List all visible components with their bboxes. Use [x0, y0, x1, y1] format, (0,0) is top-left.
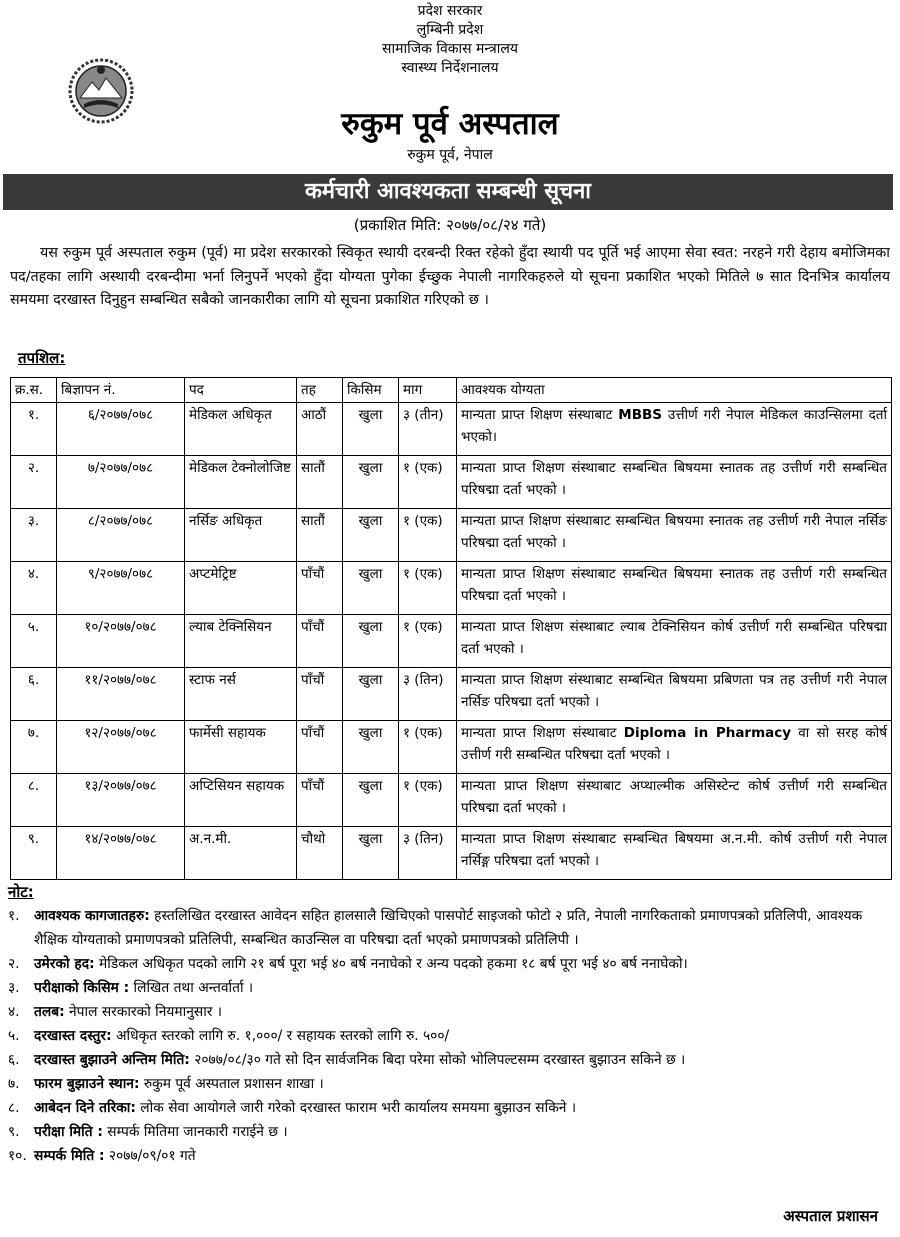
cell-sn: १.: [11, 403, 57, 456]
header-line: प्रदेश सरकार: [417, 3, 483, 19]
note-item: [8, 1072, 890, 1096]
note-number: १.: [8, 908, 20, 924]
col-header-qualification: आवश्यक योग्यता: [457, 378, 892, 403]
note-item: [8, 1096, 890, 1120]
col-header-post: पद: [185, 378, 297, 403]
cell-qualification: [457, 403, 892, 456]
cell-post: अ.न.मी.: [185, 827, 297, 880]
qualification-pre: मान्यता प्राप्त शिक्षण संस्थाबाट सम्बन्धित बिषयमा प्रबिणता पत्र तह उत्तीर्ण गरी नेपाल नर्सिङ परिषद्मा दर्ता भएको ।: [461, 672, 887, 710]
table-row: [11, 403, 892, 456]
cell-post: नर्सिङ अधिकृत: [185, 509, 297, 562]
table-row: [11, 774, 892, 827]
col-header-sn: क्र.स.: [11, 378, 57, 403]
cell-qualification: [457, 562, 892, 615]
cell-level: सातौं: [297, 509, 343, 562]
cell-sn: ५.: [11, 615, 57, 668]
cell-sn: ९.: [11, 827, 57, 880]
cell-qualification: [457, 456, 892, 509]
cell-qualification: [457, 509, 892, 562]
note-label: फारम बुझाउने स्थान:: [34, 1076, 140, 1092]
note-item: [8, 1120, 890, 1144]
table-row: [11, 509, 892, 562]
note-label: दरखास्त बुझाउने अन्तिम मिति:: [34, 1052, 190, 1068]
notice-title-banner: कर्मचारी आवश्यकता सम्बन्धी सूचना: [3, 174, 893, 210]
note-text: २०७७/०८/३० गते सो दिन सार्वजनिक बिदा परेमा सोको भोलिपल्टसम्म दरखास्त बुझाउन सकिने छ ।: [189, 1052, 686, 1068]
cell-sn: ३.: [11, 509, 57, 562]
cell-sn: ८.: [11, 774, 57, 827]
cell-demand: ३ (तिन): [399, 668, 457, 721]
note-item: [8, 1024, 890, 1048]
header-line: सामाजिक विकास मन्त्रालय: [382, 41, 518, 57]
cell-sn: ७.: [11, 721, 57, 774]
cell-post: अप्टमेट्रिष्ट: [185, 562, 297, 615]
qualification-bold: Diploma in Pharmacy: [623, 725, 792, 741]
note-number: ७.: [8, 1076, 20, 1092]
cell-level: पाँचौं: [297, 615, 343, 668]
table-row: [11, 562, 892, 615]
cell-ad-no: १३/२०७७/०७८: [57, 774, 185, 827]
note-text: रुकुम पूर्व अस्पताल प्रशासन शाखा ।: [139, 1076, 324, 1092]
qualification-pre: मान्यता प्राप्त शिक्षण संस्थाबाट सम्बन्धित बिषयमा स्नातक तह उत्तीर्ण गरी नेपाल नर्सिङ परिषद्मा दर्ता भएको ।: [461, 513, 887, 551]
col-header-type: किसिम: [343, 378, 399, 403]
qualification-post: वा सो सरह कोर्ष उत्तीर्ण गरी सम्बन्धित परिषद्मा दर्ता भएको ।: [461, 725, 887, 763]
cell-type: खुला: [343, 456, 399, 509]
header-line: लुम्बिनी प्रदेश: [416, 22, 484, 38]
cell-qualification: [457, 827, 892, 880]
cell-post: अप्टिसियन सहायक: [185, 774, 297, 827]
note-label: सम्पर्क मिति :: [34, 1148, 105, 1164]
qualification-pre: मान्यता प्राप्त शिक्षण संस्थाबाट सम्बन्धित बिषयमा स्नातक तह उत्तीर्ण गरी सम्बन्धित परिषद्मा दर्ता भएको ।: [461, 460, 887, 498]
cell-sn: २.: [11, 456, 57, 509]
hospital-name: [0, 105, 900, 143]
government-header: [0, 2, 900, 78]
note-item: [8, 904, 890, 952]
cell-demand: १ (एक): [399, 562, 457, 615]
table-row: [11, 668, 892, 721]
note-text: लोक सेवा आयोगले जारी गरेको दरखास्त फाराम भरी कार्यालय समयमा बुझाउन सकिने ।: [135, 1100, 577, 1116]
cell-demand: ३ (तिन): [399, 827, 457, 880]
note-item: [8, 1048, 890, 1072]
cell-level: आठौं: [297, 403, 343, 456]
note-text: हस्तलिखित दरखास्त आवेदन सहित हालसालै खिचिएको पासपोर्ट साइजको फोटो २ प्रति, नेपाली नागरिकताको प्रमाणपत्रको प्रतिलिपी, आवश्यक शैक्षिक योग्यताको प्रमाणपत्रको प्रतिलिपी, सम्बन्धित काउन्सिल वा परिषद्मा दर्ता भएको प्रमाणपत्रको प्रतिलिपी ।: [34, 908, 863, 948]
note-text: लिखित तथा अन्तर्वार्ता ।: [129, 980, 254, 996]
note-item: [8, 976, 890, 1000]
cell-level: पाँचौं: [297, 562, 343, 615]
table-row: [11, 721, 892, 774]
note-number: ६.: [8, 1052, 20, 1068]
cell-ad-no: ९/२०७७/०७८: [57, 562, 185, 615]
note-text: मेडिकल अधिकृत पदको लागि २१ बर्ष पूरा भई ४० बर्ष ननाघेको र अन्य पदको हकमा १८ बर्ष पूरा भई ४० बर्ष ननाघेको।: [94, 956, 688, 972]
table-header-row: [11, 378, 892, 403]
qualification-bold: MBBS: [618, 407, 663, 423]
cell-ad-no: ६/२०७७/०७८: [57, 403, 185, 456]
table-row: [11, 827, 892, 880]
qualification-pre: मान्यता प्राप्त शिक्षण संस्थाबाट सम्बन्धित बिषयमा अ.न.मी. कोर्ष उत्तीर्ण गरी नेपाल नर्सिङ्ग परिषद्मा दर्ता भएको ।: [461, 831, 887, 869]
cell-ad-no: १२/२०७७/०७८: [57, 721, 185, 774]
cell-post: फार्मेसी सहायक: [185, 721, 297, 774]
cell-type: खुला: [343, 562, 399, 615]
note-label: परीक्षाको किसिम :: [34, 980, 130, 996]
vacancy-table: [10, 377, 892, 880]
col-header-demand: माग: [399, 378, 457, 403]
cell-ad-no: १०/२०७७/०७८: [57, 615, 185, 668]
cell-sn: ४.: [11, 562, 57, 615]
cell-ad-no: ११/२०७७/०७८: [57, 668, 185, 721]
cell-level: चौथो: [297, 827, 343, 880]
cell-qualification: [457, 721, 892, 774]
note-label: दरखास्त दस्तुर:: [34, 1028, 112, 1044]
cell-demand: १ (एक): [399, 774, 457, 827]
cell-ad-no: ८/२०७७/०७८: [57, 509, 185, 562]
cell-post: मेडिकल अधिकृत: [185, 403, 297, 456]
cell-ad-no: १४/२०७७/०७८: [57, 827, 185, 880]
qualification-post: उत्तीर्ण गरी नेपाल मेडिकल काउन्सिलमा दर्ता भएको।: [461, 407, 887, 445]
notes-list: [8, 904, 890, 1168]
note-text: नेपाल सरकारको नियमानुसार ।: [64, 1004, 223, 1020]
note-label: उमेरको हद:: [34, 956, 95, 972]
cell-demand: १ (एक): [399, 615, 457, 668]
note-number: २.: [8, 956, 20, 972]
qualification-pre: मान्यता प्राप्त शिक्षण संस्थाबाट अप्थाल्मीक असिस्टेन्ट कोर्ष उत्तीर्ण गरी सम्बन्धित परिषद्मा दर्ता भएको ।: [461, 778, 887, 816]
note-text: २०७७/०९/०१ गते: [104, 1148, 196, 1164]
note-item: [8, 952, 890, 976]
cell-qualification: [457, 615, 892, 668]
cell-type: खुला: [343, 509, 399, 562]
note-text: अधिकृत स्तरको लागि रु. १,०००/ र सहायक स्तरको लागि रु. ५००/: [111, 1028, 450, 1044]
qualification-pre: मान्यता प्राप्त शिक्षण संस्थाबाट: [461, 725, 624, 741]
table-row: [11, 615, 892, 668]
qualification-pre: मान्यता प्राप्त शिक्षण संस्थाबाट: [461, 407, 619, 423]
hospital-address: [0, 146, 900, 165]
note-text: सम्पर्क मितिमा जानकारी गराईने छ ।: [102, 1124, 288, 1140]
cell-type: खुला: [343, 403, 399, 456]
col-header-level: तह: [297, 378, 343, 403]
header-line: स्वास्थ्य निर्देशनालय: [401, 60, 499, 76]
col-header-ad-no: बिज्ञापन नं.: [57, 378, 185, 403]
details-label: तपशिल:: [18, 349, 66, 367]
cell-post: ल्याब टेक्निसियन: [185, 615, 297, 668]
notes-label: नोट:: [8, 883, 34, 901]
cell-sn: ६.: [11, 668, 57, 721]
cell-post: स्टाफ नर्स: [185, 668, 297, 721]
note-label: परीक्षा मिति :: [34, 1124, 103, 1140]
note-label: तलब:: [34, 1004, 65, 1020]
cell-demand: १ (एक): [399, 509, 457, 562]
cell-level: पाँचौं: [297, 668, 343, 721]
hospital-name-text: रुकुम पूर्व अस्पताल: [341, 106, 559, 142]
cell-demand: १ (एक): [399, 721, 457, 774]
qualification-pre: मान्यता प्राप्त शिक्षण संस्थाबाट सम्बन्धित बिषयमा स्नातक तह उत्तीर्ण गरी सम्बन्धित परिषद्मा दर्ता भएको ।: [461, 566, 887, 604]
cell-type: खुला: [343, 827, 399, 880]
cell-type: खुला: [343, 774, 399, 827]
cell-qualification: [457, 668, 892, 721]
note-number: ९.: [8, 1124, 20, 1140]
cell-level: सातौं: [297, 456, 343, 509]
cell-demand: १ (एक): [399, 456, 457, 509]
note-number: ५.: [8, 1028, 20, 1044]
intro-paragraph: यस रुकुम पूर्व अस्पताल रुकुम (पूर्व) मा प्रदेश सरकारको स्विकृत स्थायी दरबन्दी रिक्त रहेको हुँदा स्थायी पद पूर्ति भई आएमा सेवा स्वत: नरहने गरी देहाय बमोजिमका पद/तहका लागि अस्थायी दरबन्दीमा भर्ना लिनुपर्ने भएको हुँदा योग्यता पुगेका ईच्छुक नेपाली नागरिकहरुले यो सूचना प्रकाशित भएको मितिले ७ सात दिनभित्र कार्यालय समयमा दरखास्त दिनुहुन सम्बन्धित सबैको जानकारीका लागि यो सूचना प्रकाशित गरिएको छ ।: [10, 245, 890, 308]
cell-qualification: [457, 774, 892, 827]
cell-ad-no: ७/२०७७/०७८: [57, 456, 185, 509]
cell-demand: ३ (तीन): [399, 403, 457, 456]
signoff: अस्पताल प्रशासन: [783, 1207, 878, 1225]
cell-type: खुला: [343, 721, 399, 774]
cell-post: मेडिकल टेक्नोलोजिष्ट: [185, 456, 297, 509]
note-label: आवश्यक कागजातहरु:: [34, 908, 150, 924]
note-number: ८.: [8, 1100, 20, 1116]
note-label: आबेदन दिने तरिका:: [34, 1100, 136, 1116]
table-row: [11, 456, 892, 509]
note-number: १०.: [8, 1148, 27, 1164]
cell-level: पाँचौं: [297, 774, 343, 827]
cell-type: खुला: [343, 668, 399, 721]
cell-type: खुला: [343, 615, 399, 668]
note-number: ३.: [8, 980, 20, 996]
note-number: ४.: [8, 1004, 20, 1020]
cell-level: पाँचौं: [297, 721, 343, 774]
note-item: [8, 1144, 890, 1168]
qualification-pre: मान्यता प्राप्त शिक्षण संस्थाबाट ल्याब टेक्निसियन कोर्ष उत्तीर्ण गरी सम्बन्धित परिषद्मा दर्ता भएको ।: [461, 619, 887, 657]
note-item: [8, 1000, 890, 1024]
published-date: (प्रकाशित मिति: २०७७/०८/२४ गते): [353, 216, 547, 234]
address-text: रुकुम पूर्व, नेपाल: [407, 147, 493, 163]
